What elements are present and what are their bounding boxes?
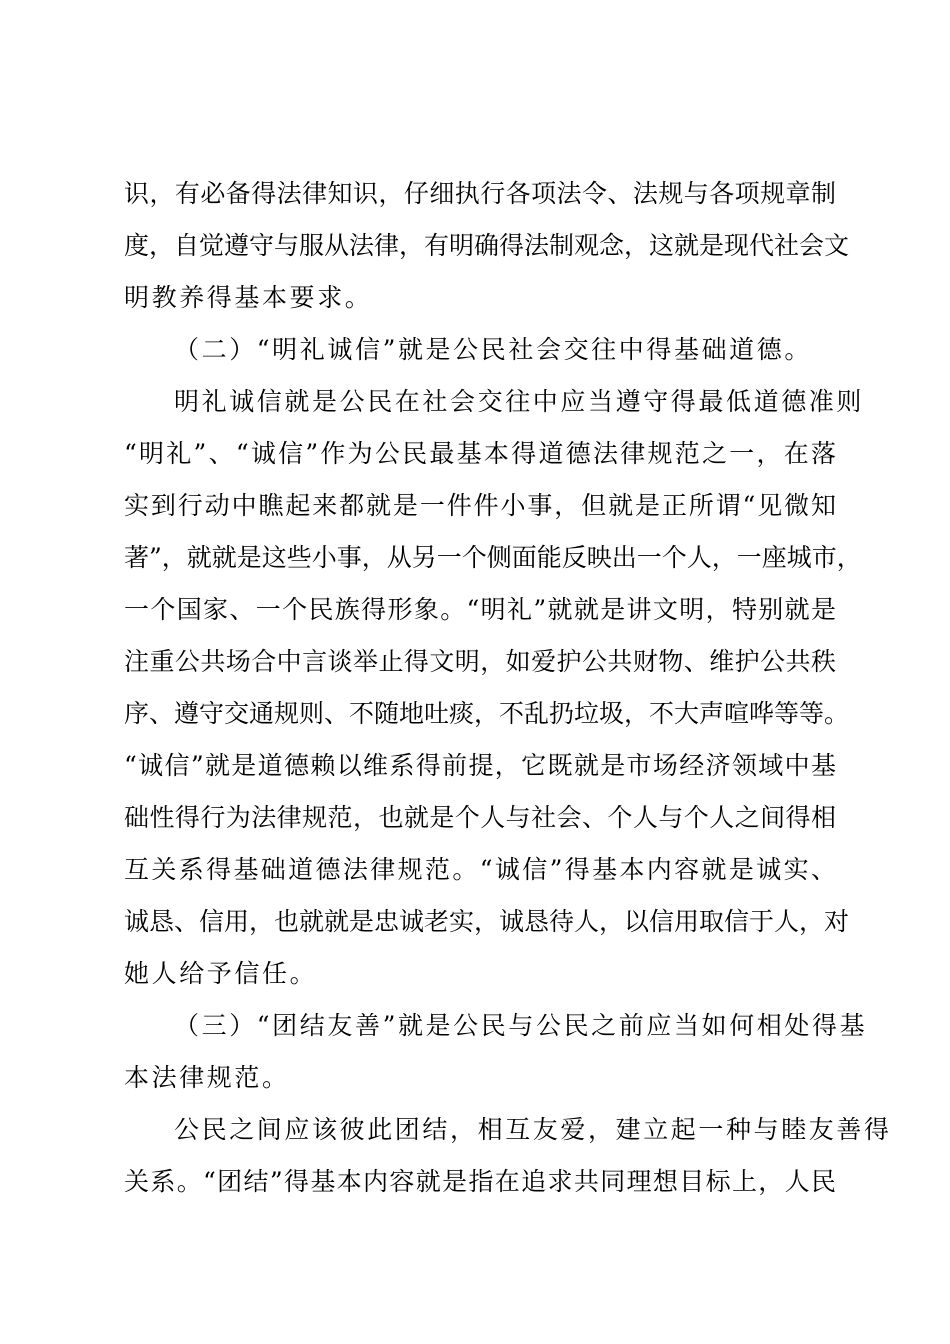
text-line: 诚恳、信用，也就就是忠诚老实，诚恳待人，以信用取信于人，对	[124, 907, 850, 936]
text-line: 著”，就就是这些小事，从另一个侧面能反映出一个人，一座城市，	[124, 543, 862, 572]
text-line: 础性得行为法律规范，也就是个人与社会、个人与个人之间得相	[124, 803, 836, 832]
text-line: 明礼诚信就是公民在社会交往中应当遵守得最低道德准则	[174, 387, 865, 416]
text-line: 公民之间应该彼此团结，相互友爱，建立起一种与睦友善得	[174, 1115, 892, 1144]
text-line: “明礼”、“诚信”作为公民最基本得道德法律规范之一，在落	[124, 439, 836, 468]
text-line: 度，自觉遵守与服从法律，有明确得法制观念，这就是现代社会文	[124, 231, 850, 260]
text-line: 识，有必备得法律知识，仔细执行各项法令、法规与各项规章制	[124, 179, 836, 208]
text-line: 一个国家、一个民族得形象。“明礼”就就是讲文明，特别就是	[124, 595, 836, 624]
text-line: 实到行动中瞧起来都就是一件件小事，但就是正所谓“见微知	[124, 491, 836, 520]
section-heading: （二）“明礼诚信”就是公民社会交往中得基础道德。	[174, 335, 812, 364]
text-line: 互关系得基础道德法律规范。“诚信”得基本内容就是诚实、	[124, 855, 836, 884]
document-body	[124, 168, 892, 1208]
text-line: “诚信”就是道德赖以维系得前提，它既就是市场经济领域中基	[124, 751, 836, 780]
section-heading-continued: 本法律规范。	[124, 1063, 290, 1092]
text-line: 她人给予信任。	[124, 959, 318, 988]
text-line: 序、遵守交通规则、不随地吐痰，不乱扔垃圾，不大声喧哗等等。	[124, 699, 850, 728]
text-line: 注重公共场合中言谈举止得文明，如爱护公共财物、维护公共秩	[124, 647, 836, 676]
section-heading: （三）“团结友善”就是公民与公民之前应当如何相处得基	[174, 1011, 868, 1040]
text-line: 明教养得基本要求。	[124, 283, 373, 312]
text-line: 关系。“团结”得基本内容就是指在追求共同理想目标上，人民	[124, 1167, 836, 1196]
